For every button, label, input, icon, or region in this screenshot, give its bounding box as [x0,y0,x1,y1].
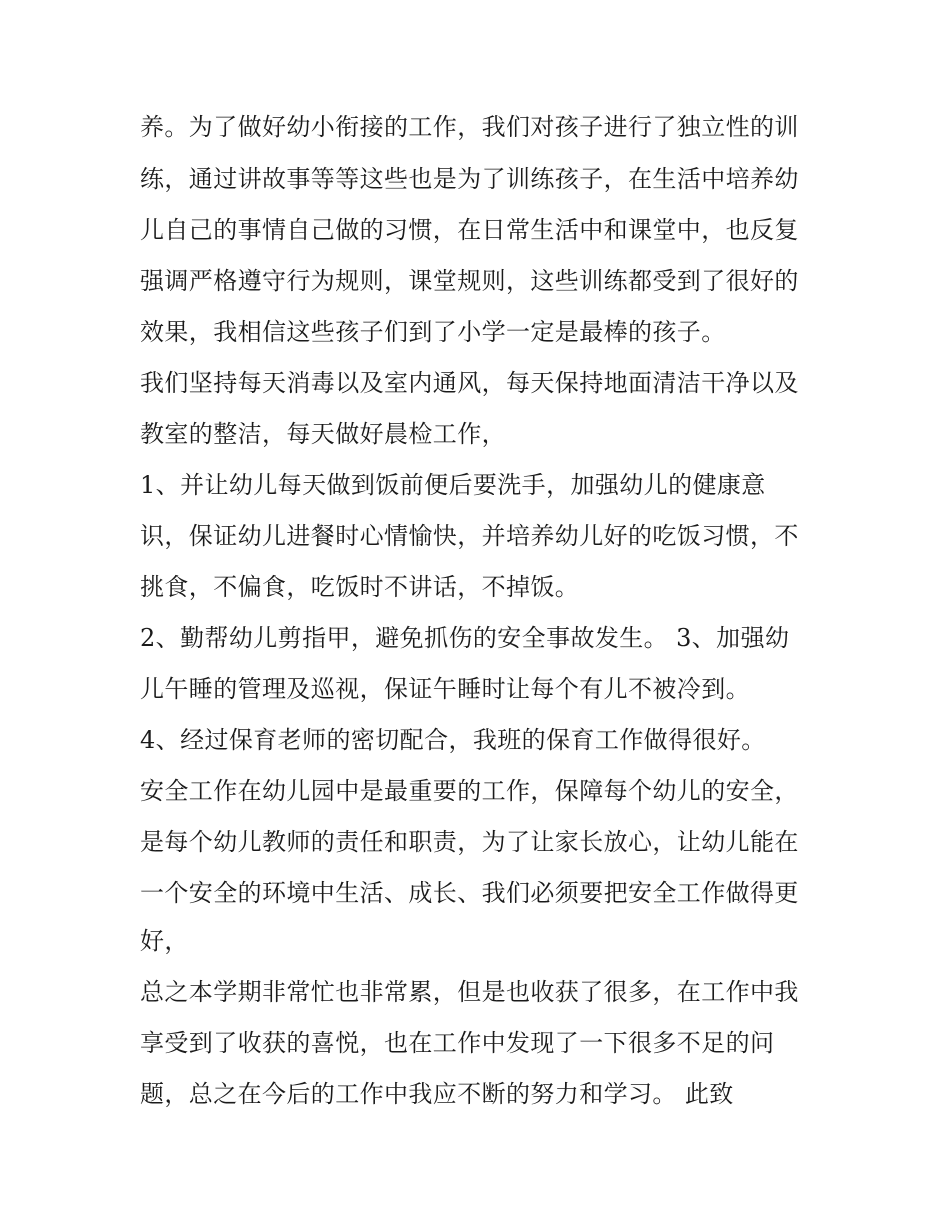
text-line: 练，通过讲故事等等这些也是为了训练孩子，在生活中培养幼 [140,165,799,193]
text-line: 题，总之在今后的工作中我应不断的努力和学习。 此致 [140,1080,734,1108]
text-line: 儿午睡的管理及巡视，保证午睡时让每个有儿不被冷到。 [140,675,750,703]
text-line: 儿自己的事情自己做的习惯，在日常生活中和课堂中，也反复 [140,216,799,244]
text-line: 享受到了收获的喜悦，也在工作中发现了一下很多不足的问 [140,1029,775,1057]
text-line: 总之本学期非常忙也非常累，但是也收获了很多，在工作中我 [140,978,799,1006]
text-line: 是每个幼儿教师的责任和职责，为了让家长放心，让幼儿能在 [140,828,799,856]
text-line: 强调严格遵守行为规则，课堂规则，这些训练都受到了很好的 [140,267,799,295]
text-line: 识，保证幼儿进餐时心情愉快，并培养幼儿好的吃饭习惯，不 [140,522,799,550]
text-line: 一个安全的环境中生活、成长、我们必须要把安全工作做得更 [140,879,799,907]
text-line: 安全工作在幼儿园中是最重要的工作，保障每个幼儿的安全， [140,777,799,805]
list-item: 1、并让幼儿每天做到饭前便后要洗手，加强幼儿的健康意 [140,471,766,499]
text-line: 我们坚持每天消毒以及室内通风，每天保持地面清洁干净以及 [140,369,799,397]
text-line: 挑食，不偏食，吃饭时不讲话，不掉饭。 [140,573,580,601]
text-line: 好， [140,927,189,955]
list-item: 2、勤帮幼儿剪指甲，避免抓伤的安全事故发生。 3、加强幼 [140,624,790,652]
list-item: 4、经过保育老师的密切配合，我班的保育工作做得很好。 [140,726,766,754]
text-line: 养。为了做好幼小衔接的工作，我们对孩子进行了独立性的训 [140,113,799,141]
text-line: 教室的整洁，每天做好晨检工作， [140,420,506,448]
text-line: 效果，我相信这些孩子们到了小学一定是最棒的孩子。 [140,318,726,346]
